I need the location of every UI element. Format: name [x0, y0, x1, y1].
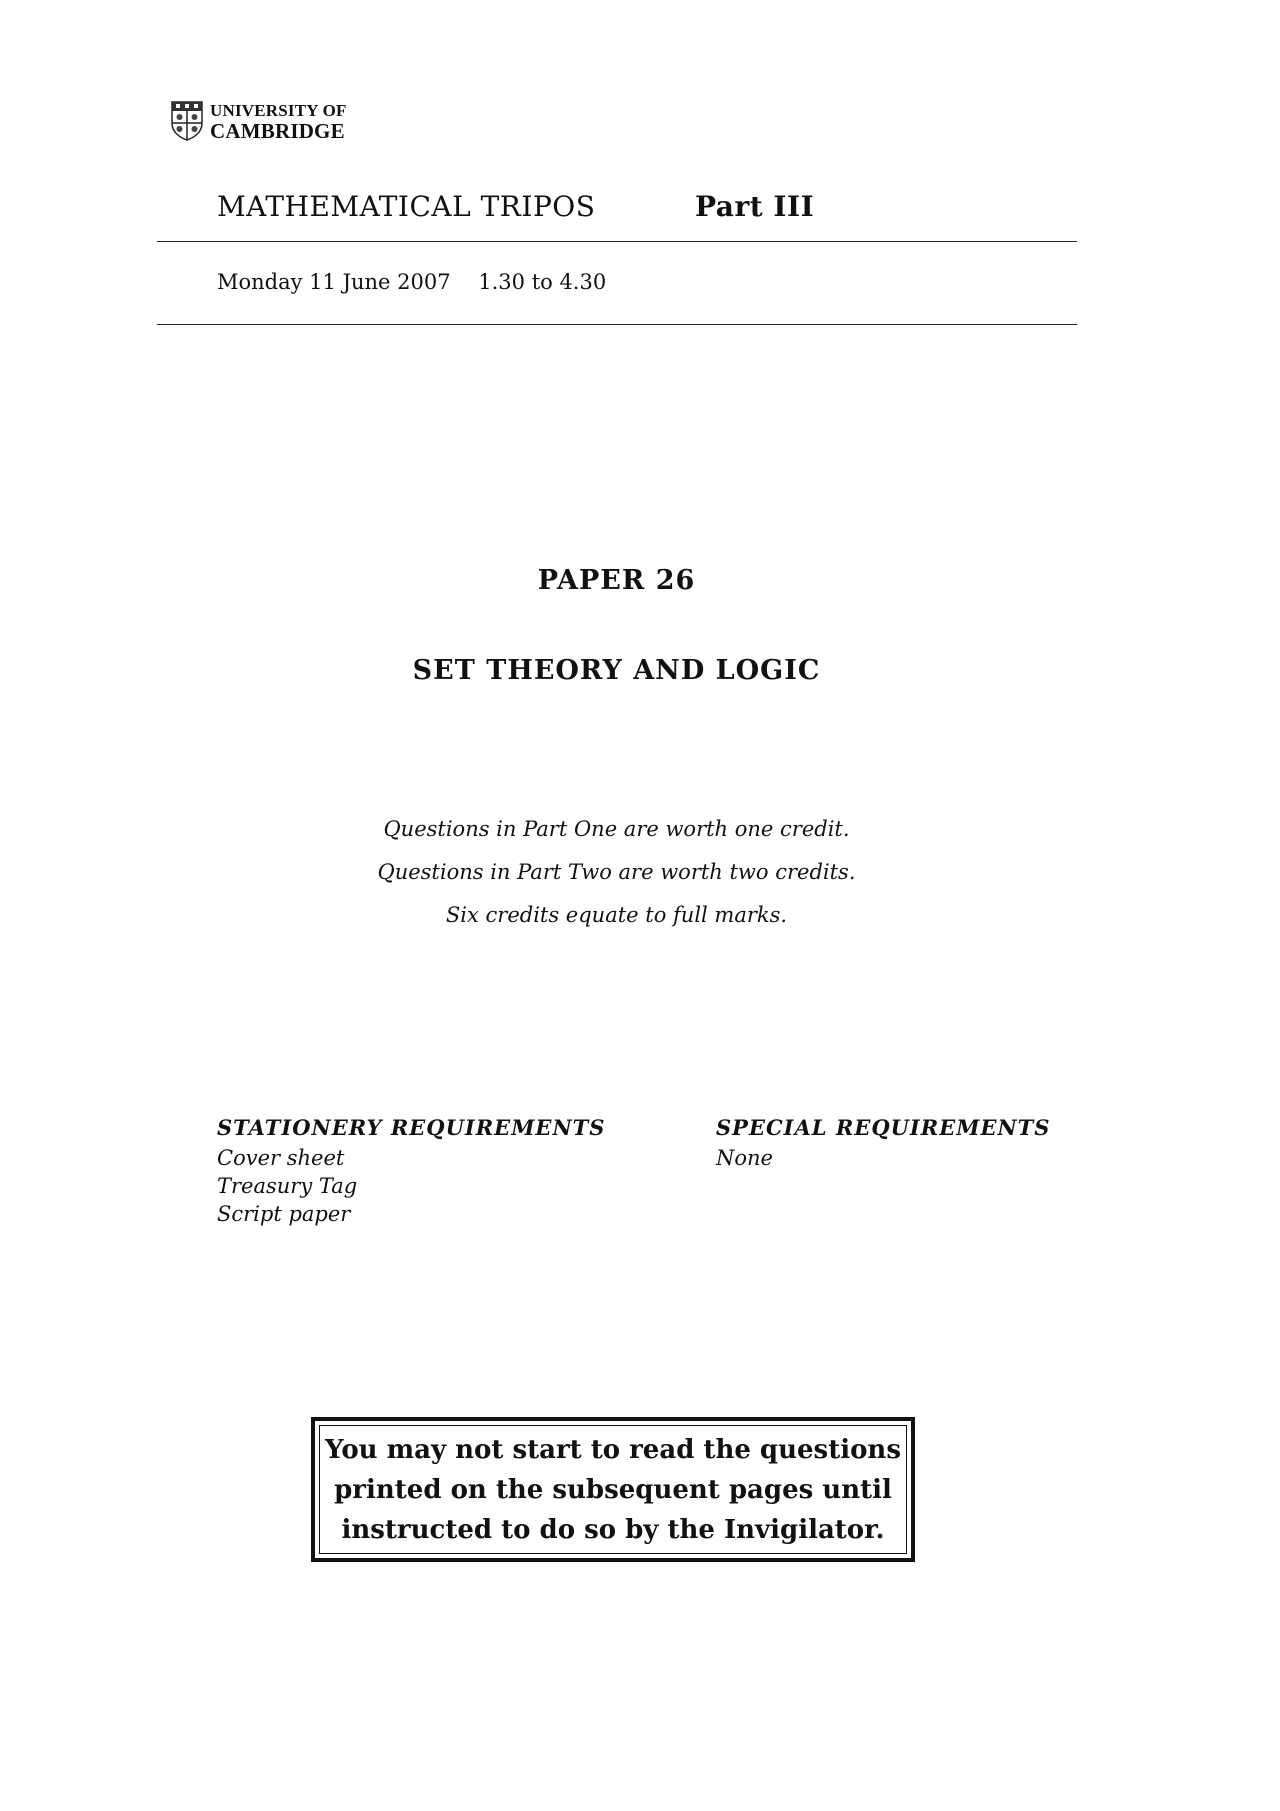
paper-title: SET THEORY AND LOGIC: [412, 655, 821, 686]
logo-line1: UNIVERSITY OF: [210, 101, 347, 120]
exam-part: Part III: [695, 190, 815, 223]
special-heading: SPECIAL REQUIREMENTS: [716, 1115, 1051, 1140]
exam-name: MATHEMATICAL TRIPOS: [217, 190, 596, 223]
paper-number: PAPER 26: [537, 565, 696, 596]
instruction-line: Questions in Part Two are worth two credits.: [377, 860, 856, 884]
logo-wordmark: [210, 100, 347, 142]
invigilator-notice: [325, 1430, 901, 1550]
invigilator-notice-inner: [319, 1425, 907, 1554]
stationery-item: Cover sheet: [217, 1146, 345, 1170]
logo-line2: CAMBRIDGE: [210, 119, 345, 143]
notice-line: You may not start to read the questions: [325, 1434, 901, 1465]
notice-line: printed on the subsequent pages until: [334, 1474, 892, 1505]
stationery-requirements: [217, 1115, 605, 1228]
invigilator-notice-box: [311, 1417, 915, 1562]
special-requirements: [716, 1115, 1050, 1172]
instruction-line: Questions in Part One are worth one credit.: [383, 817, 850, 841]
cambridge-crest-icon: [171, 101, 203, 141]
stationery-item: Treasury Tag: [217, 1174, 358, 1198]
header-rule-top: [157, 241, 1077, 242]
stationery-item: Script paper: [217, 1202, 351, 1226]
instruction-line: Six credits equate to full marks.: [445, 903, 788, 927]
stationery-heading: STATIONERY REQUIREMENTS: [217, 1115, 606, 1140]
header-rule-bottom: [157, 324, 1077, 325]
university-logo: [171, 100, 347, 142]
notice-line: instructed to do so by the Invigilator.: [341, 1514, 885, 1545]
credit-instructions: [0, 808, 1233, 937]
special-item: None: [716, 1146, 773, 1170]
exam-date-time: Monday 11 June 2007 1.30 to 4.30: [217, 270, 607, 294]
